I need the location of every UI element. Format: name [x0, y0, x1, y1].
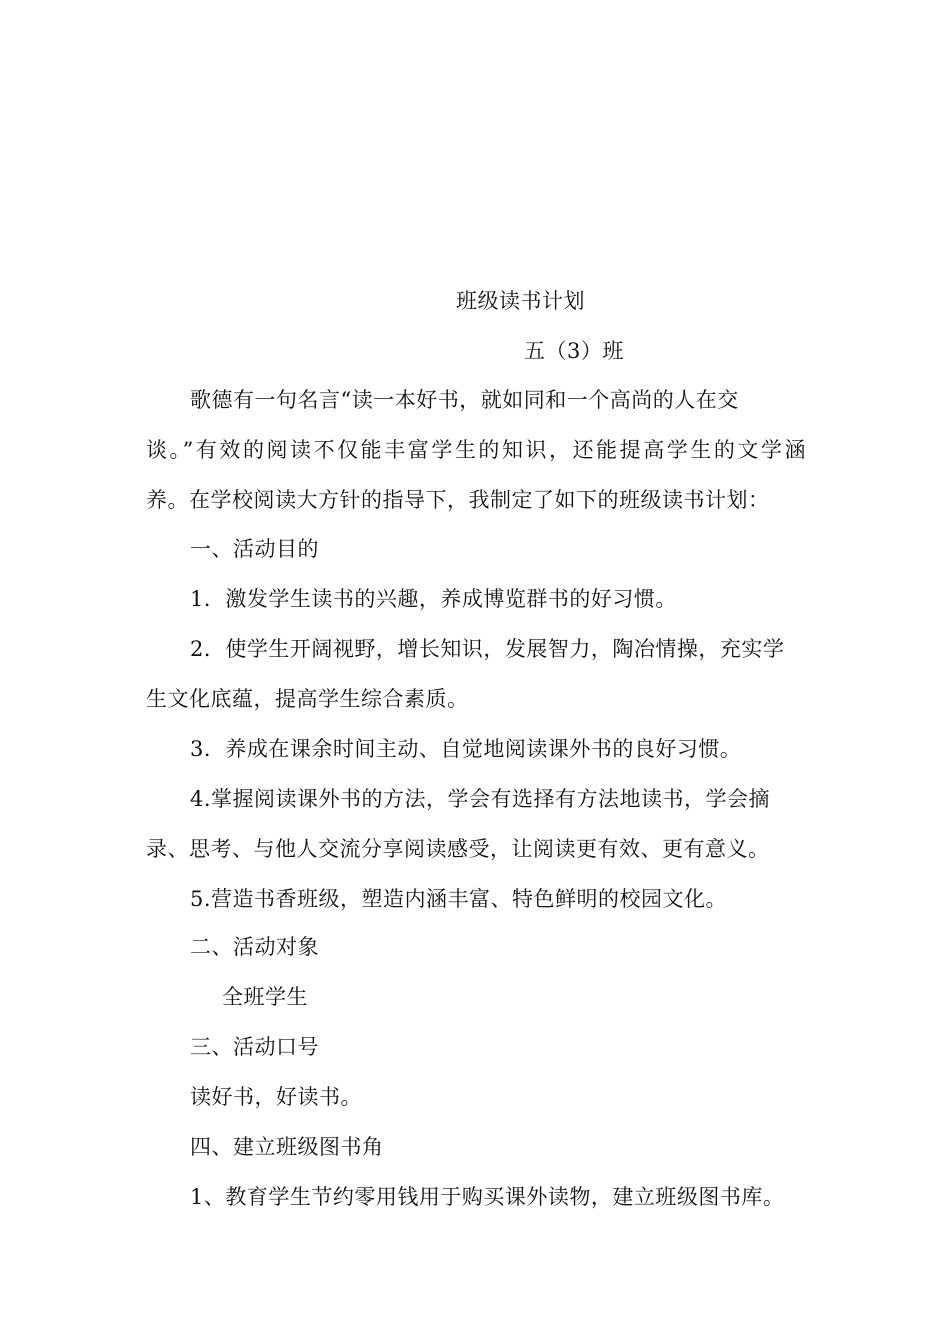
document-title: 班级读书计划: [456, 289, 585, 313]
section4-item1: 1、教育学生节约零用钱用于购买课外读物，建立班级图书库。: [190, 1185, 785, 1209]
section1-item4-line2: 录、思考、与他人交流分享阅读感受，让阅读更有效、更有意义。: [146, 837, 770, 861]
section3-content: 读好书，好读书。: [190, 1085, 362, 1109]
intro-line-1: 歌德有一句名言“读一本好书，就如同和一个高尚的人在交: [190, 388, 739, 412]
section1-item2-line2: 生文化底蕴，提高学生综合素质。: [146, 687, 469, 711]
section3-heading: 三、活动口号: [190, 1035, 319, 1059]
intro-line-3: 养。在学校阅读大方针的指导下，我制定了如下的班级读书计划：: [146, 488, 770, 512]
section1-item4-line1: 4.掌握阅读课外书的方法，学会有选择有方法地读书，学会摘: [190, 787, 771, 811]
class-name: 五（3）班: [524, 339, 624, 363]
section1-item2-line1: 2．使学生开阔视野，增长知识，发展智力，陶冶情操，充实学: [190, 637, 785, 661]
section1-item1: 1．激发学生读书的兴趣，养成博览群书的好习惯。: [190, 587, 677, 611]
section2-heading: 二、活动对象: [190, 935, 319, 959]
section4-heading: 四、建立班级图书角: [190, 1135, 384, 1159]
section2-content: 全班学生: [222, 985, 308, 1009]
intro-line-2: 谈。”有效的阅读不仅能丰富学生的知识，还能提高学生的文学涵: [146, 438, 806, 462]
section1-item3: 3．养成在课余时间主动、自觉地阅读课外书的良好习惯。: [190, 737, 742, 761]
section1-item5: 5.营造书香班级，塑造内涵丰富、特色鲜明的校园文化。: [190, 887, 728, 911]
section1-heading: 一、活动目的: [190, 537, 319, 561]
